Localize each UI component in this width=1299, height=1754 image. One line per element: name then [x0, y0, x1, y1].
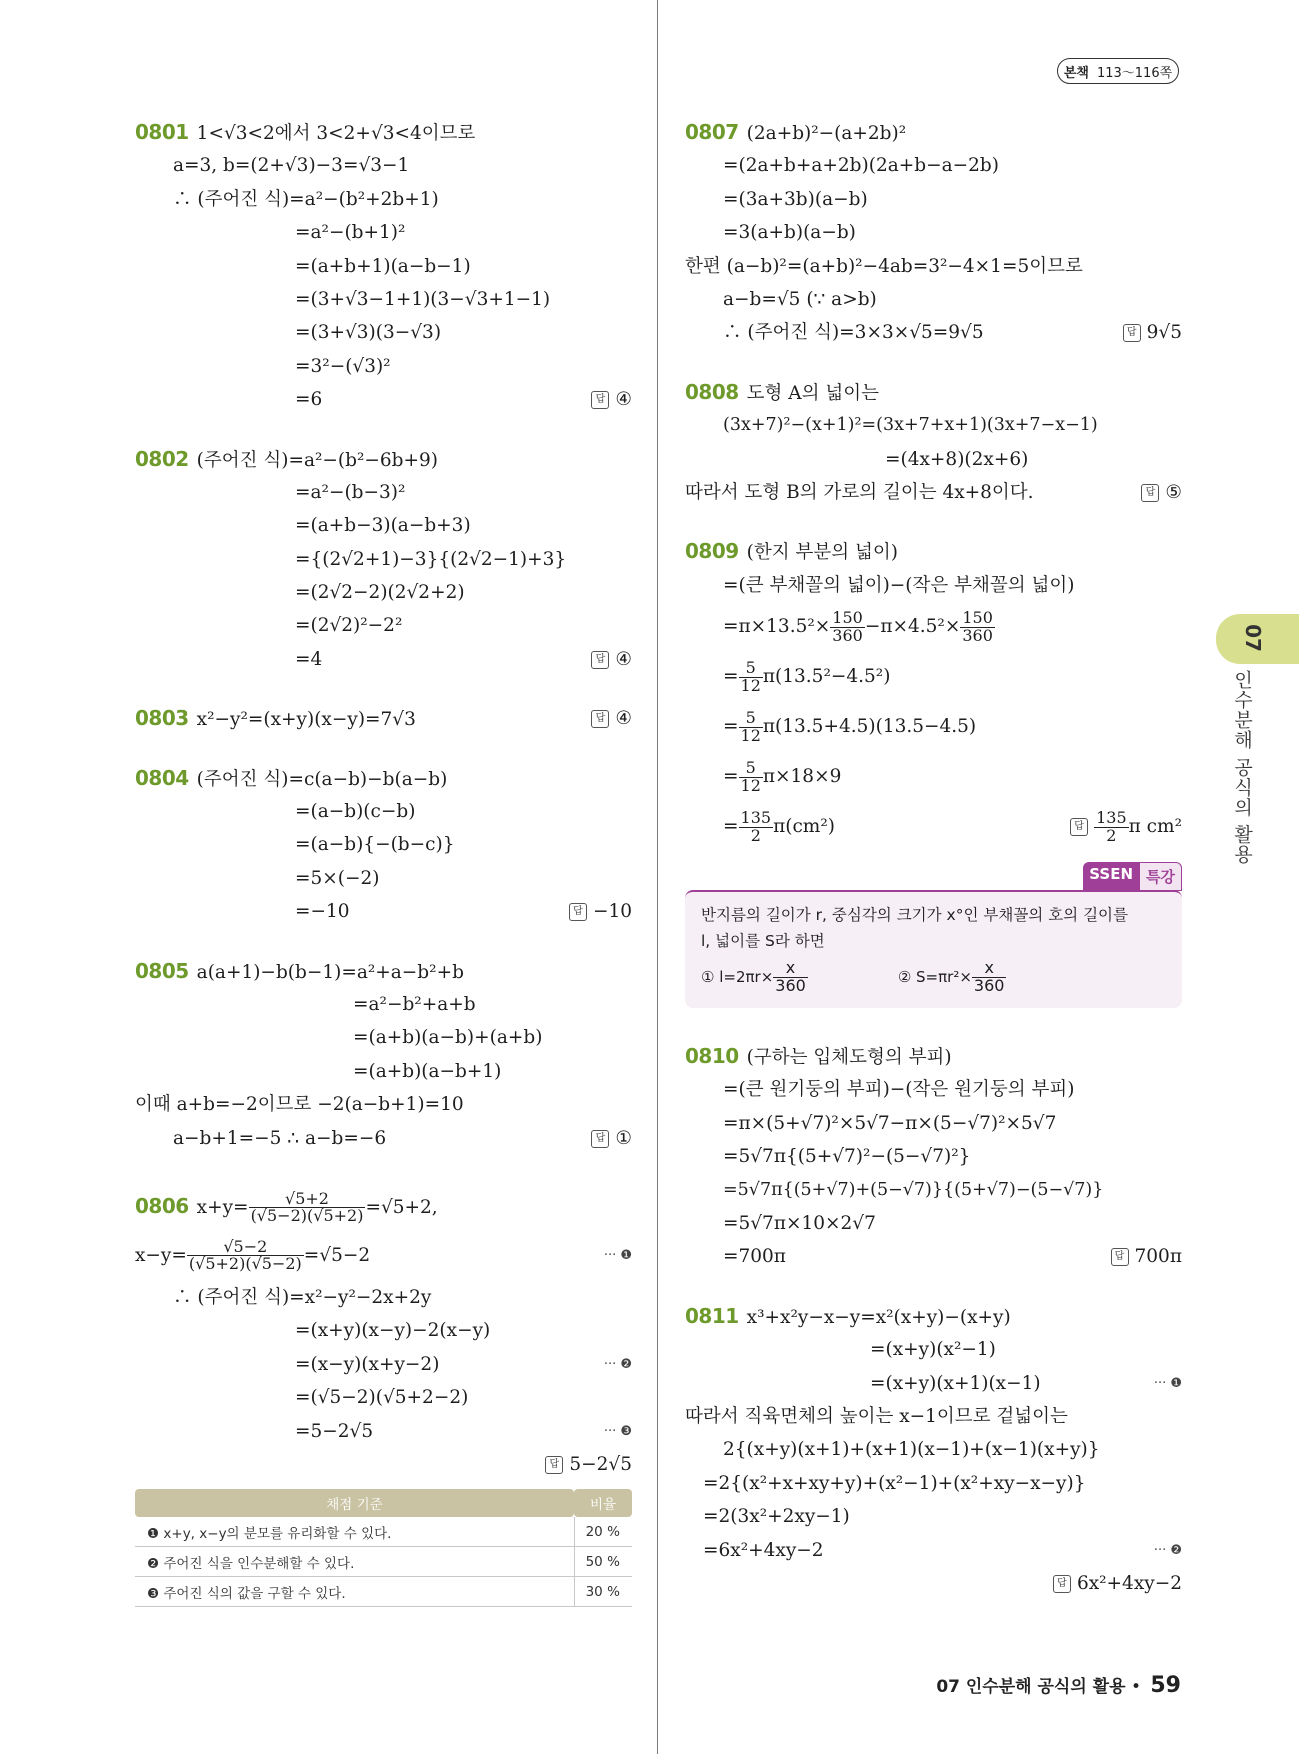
page-footer: 07 인수분해 공식의 활용 • 59 — [936, 1673, 1181, 1698]
table-row: ❷ 주어진 식을 인수분해할 수 있다. 50 % — [135, 1547, 632, 1577]
chapter-tab-title: 인수분해 공식의 활용 — [1231, 670, 1253, 865]
grading-criteria-table: 채점 기준 비율 ❶ x+y, x−y의 분모를 유리화할 수 있다. 20 % ❷ 주어진 식을 인수분해할 수 있다. 50 % ❸ 주어진 식의 값을 구할 수 있다. 30 % — [135, 1489, 632, 1607]
fraction: $\frac{5}{12}$ — [740, 657, 761, 695]
fraction: $\frac{x}{360}$ — [973, 958, 1005, 995]
problem-0810: 0810 (구하는 입체도형의 부피) — [685, 1044, 952, 1069]
answer-icon: 답 — [1141, 484, 1159, 502]
step-marker-1: ··· ❶ — [603, 1247, 632, 1263]
answer-0802: 답 ④ — [591, 643, 632, 676]
table-row: ❸ 주어진 식의 값을 구할 수 있다. 30 % — [135, 1577, 632, 1607]
answer-icon: 답 — [1123, 324, 1141, 342]
answer-icon: 답 — [591, 391, 609, 409]
step-marker-1: ··· ❶ — [1153, 1375, 1182, 1391]
step-marker-2: ··· ❷ — [603, 1356, 632, 1372]
answer-icon: 답 — [591, 1130, 609, 1148]
answer-icon: 답 — [1053, 1575, 1071, 1593]
fraction: $\frac{150}{360}$ — [832, 607, 863, 645]
problem-0802: 0802 (주어진 식)=a²−(b²−6b+9) — [135, 446, 438, 471]
page-number: 59 — [1150, 1673, 1181, 1698]
fraction: $\frac{135}{2}$ — [740, 807, 772, 845]
chapter-tab-number: 07 — [1240, 624, 1265, 652]
answer-0803: 답 ④ — [591, 702, 632, 735]
left-column: 0801 1<√3<2에서 3<2+√3<4이므로 a=3, b=(2+√3)−3=√3−1 ∴ (주어진 식)=a²−(b²+2b+1) =a²−(b+1)² =(a+b+1)(a−b−1) =(3+√3−1+1)(3−√3+1−1) =(3+√3)(3−√3) =3²−(√3)² =6 답 ④ 0802 (주어진 식)=a²−(b²−6b+9) =a²−(b−3)² =(a+b−3)(a−b+3) ={(2√2+1)−3}{(2√2−1)+3} =(2√2−2)(2√2+2) =(2√2)²−2² =4 답 ④ 0803 x²−y²=(x+y)(x−y)=7√3 답 ④ 0804 (주어진 식)=c(a−b)−b(a−b) =(a−b)(c−b) =(a−b){−(b−c)} =5×(−2) =−10 답 −10 0805 a(a+1)−b(b−1)=a²+a−b²+b =a²−b²+a+b =(a+b)(a−b)+(a+b) =(a+b)(a−b+1) 이때 a+b=−2이므로 −2(a−b+1)=10 a−b+1=−5 ∴ a−b=−6 답 ① 0806 x+y= $\frac{√5+2}{(√5-2)(√5+2)}$ =√5+2, x−y= $\frac{√5-2}{(√5+2)(√5-2)}$ =√5−2 ··· ❶ ∴ (주어진 식)=x²−y²−2x+2y =(x+y)(x−y)−2(x−y) =(x−y)(x+y−2) ··· ❷ =(√5−2)(√5+2−2) =5−2√5 ··· ❸ 답 5−2√5 채점 기준 비율 ❶ x+y, x−y의 분모를 유리화할 수 있다. 20 % ❷ 주어진 식을 인수분해할 수 있다. 50 % ❸ 주어진 식의 값을 구할 수 있다. 30 % — [135, 116, 632, 1607]
fraction: $\frac{150}{360}$ — [962, 607, 993, 645]
answer-0809: 답 $\frac{135}{2}$ π cm² — [1070, 802, 1182, 852]
problem-0801: 0801 1<√3<2에서 3<2+√3<4이므로 — [135, 120, 476, 144]
fraction: $\frac{√5-2}{(√5+2)(√5-2)}$ — [188, 1236, 302, 1274]
answer-0806: 답 5−2√5 — [545, 1448, 632, 1481]
answer-icon: 답 — [569, 903, 587, 921]
right-column: 0807 (2a+b)²−(a+2b)² =(2a+b+a+2b)(2a+b−a−2b) =(3a+3b)(a−b) =3(a+b)(a−b) 한편 (a−b)²=(a+b)²−4ab=3²−4×1=5이므로 a−b=√5 (∵ a>b) ∴ (주어진 식)=3×3×√5=9√5 답 9√5 0808 도형 A의 넓이는 (3x+7)²−(x+1)²=(3x+7+x+1)(3x+7−x−1) =(4x+8)(2x+6) 따라서 도형 B의 가로의 길이는 4x+8이다. 답 ⑤ 0809 (한지 부분의 넓이) =(큰 부채꼴의 넓이)−(작은 부채꼴의 넓이) =π×13.5²× $\frac{150}{360}$ −π×4.5²× $\frac{150}{360}$ = $\frac{5}{12}$ π(13.5²−4.5²) = $\frac{5}{12}$ π(13.5+4.5)(13.5−4.5) = $\frac{5}{12}$ π×18×9 = $\frac{135}{2}$ π(cm²) 답 $\frac{135}{2}$ π cm² SSEN 특강 반지름의 길이가 r, 중심각의 크기가 x°인 부채꼴의 호의 길이를 l, 넓이를 S라 하면 ① l=2πr× $\frac{x}{360}$ ② S=πr²× $\frac{x}{360}$ 0810 (구하는 입체도형의 부피) =(큰 원기둥의 부피)−(작은 원기둥의 부피) =π×(5+√7)²×5√7−π×(5−√7)²×5√7 =5√7π{(5+√7)²−(5−√7)²} =5√7π{(5+√7)+(5−√7)}{(5+√7)−(5−√7)} =5√7π×10×2√7 =700π 답 700π 0811 x³+x²y−x−y=x²(x+y)−(x+y) =(x+y)(x²−1) =(x+y)(x+1)(x−1) ··· ❶ 따라서 직육면체의 높이는 x−1이므로 겉넓이는 2{(x+y)(x+1)+(x+1)(x−1)+(x−1)(x+y)} =2{(x²+x+xy+y)+(x²−1)+(x²+xy−x−y)} =2(3x²+2xy−1) =6x²+4xy−2 ··· ❷ 답 6x²+4xy−2 — [685, 116, 1182, 1600]
problem-0811: 0811 x³+x²y−x−y=x²(x+y)−(x+y) — [685, 1303, 1011, 1328]
problem-0804: 0804 (주어진 식)=c(a−b)−b(a−b) — [135, 765, 448, 790]
answer-0804: 답 −10 — [569, 895, 632, 928]
problem-0803: 0803 x²−y²=(x+y)(x−y)=7√3 답 ④ — [135, 702, 632, 735]
problem-0806: 0806 x+y= $\frac{√5+2}{(√5-2)(√5+2)}$ =√5+2, — [135, 1188, 438, 1226]
answer-0808: 답 ⑤ — [1141, 476, 1182, 509]
problem-0805: 0805 a(a+1)−b(b−1)=a²+a−b²+b — [135, 958, 464, 983]
answer-0801: 답 ④ — [591, 383, 632, 416]
ssen-badge: SSEN 특강 — [1083, 862, 1182, 891]
answer-0807: 답 9√5 — [1123, 316, 1182, 349]
problem-0807: 0807 (2a+b)²−(a+2b)² — [685, 120, 907, 144]
answer-icon: 답 — [591, 710, 609, 728]
fraction: $\frac{5}{12}$ — [740, 707, 761, 745]
answer-0810: 답 700π — [1111, 1240, 1182, 1273]
step-marker-3: ··· ❸ — [603, 1423, 632, 1439]
answer-icon: 답 — [1111, 1248, 1129, 1266]
answer-icon: 답 — [1070, 818, 1088, 836]
fraction: $\frac{√5+2}{(√5-2)(√5+2)}$ — [250, 1188, 364, 1226]
answer-0811: 답 6x²+4xy−2 — [1053, 1567, 1182, 1600]
answer-icon: 답 — [591, 651, 609, 669]
fraction: $\frac{5}{12}$ — [740, 757, 761, 795]
problem-0808: 0808 도형 A의 넓이는 — [685, 379, 880, 404]
answer-icon: 답 — [545, 1456, 563, 1474]
answer-0805: 답 ① — [591, 1122, 632, 1155]
ssen-tip-box: SSEN 특강 반지름의 길이가 r, 중심각의 크기가 x°인 부채꼴의 호의 길이를 l, 넓이를 S라 하면 ① l=2πr× $\frac{x}{360}$ ② S=πr²× $\frac{x}{360}$ — [685, 862, 1182, 1008]
step-marker-2: ··· ❷ — [1153, 1542, 1182, 1558]
problem-0809: 0809 (한지 부분의 넓이) — [685, 539, 898, 564]
fraction: $\frac{x}{360}$ — [775, 958, 806, 995]
column-divider — [657, 0, 658, 1754]
textbook-page-reference: 본책 113〜116쪽 — [1057, 58, 1179, 84]
table-row: ❶ x+y, x−y의 분모를 유리화할 수 있다. 20 % — [135, 1517, 632, 1547]
